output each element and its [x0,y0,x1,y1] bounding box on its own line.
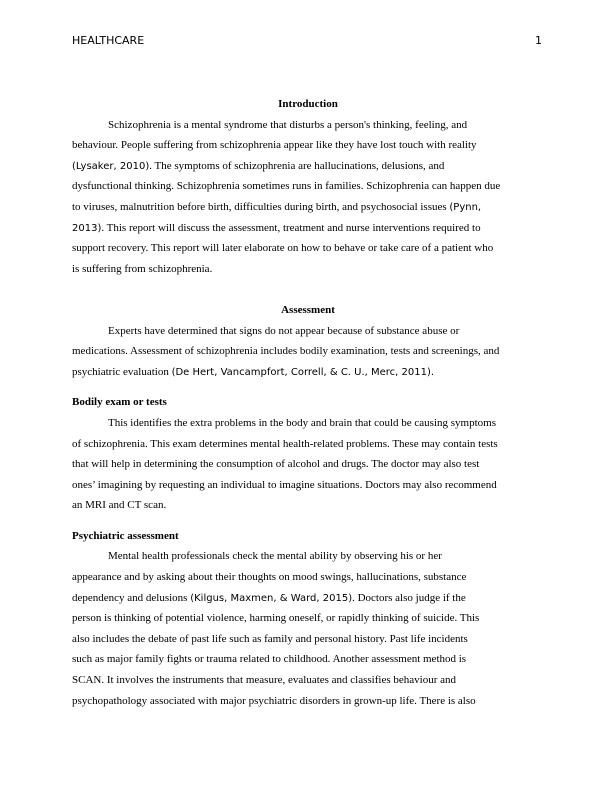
subheading-psychiatric-assessment: Psychiatric assessment [72,529,179,542]
paragraph-text: . The symptoms of schizophrenia are hallucinations, delusions, and [149,159,445,172]
paragraph-text: . This report will discuss the assessment, treatment and nurse interventions required to [101,221,481,234]
paragraph-line [72,362,544,383]
page-number: 1 [535,34,542,47]
paragraph-end: . [430,366,435,378]
paragraph-line: Mental health professionals check the mental ability by observing his or her [108,550,442,563]
paragraph-line: This identifies the extra problems in the body and brain that could be causing symptoms [108,416,496,429]
paragraph-line: person is thinking of potential violence, harming oneself, or rapidly thinking of suicide. This [72,612,480,625]
paragraph-line: an MRI and CT scan. [72,499,167,512]
paragraph-line [72,156,544,177]
paragraph-line: appearance and by asking about their thoughts on mood swings, hallucinations, substance [72,571,467,584]
paragraph-line [72,218,544,239]
paragraph-line [72,197,544,218]
section-heading-introduction: Introduction [278,98,338,110]
citation: (De Hert, Vancampfort, Correll, & C. U., Merc, 2011) [171,366,431,378]
paragraph-line: psychopathology associated with major psychiatric disorders in grown-up life. There is also [72,694,476,707]
paragraph-line: support recovery. This report will later elaborate on how to behave or take care of a patient who [72,242,494,255]
paragraph-line [72,588,544,609]
paragraph-line: that will help in determining the consumption of alcohol and drugs. The doctor may also test [72,458,480,471]
citation: 2013) [72,222,102,234]
paragraph-line: medications. Assessment of schizophrenia includes bodily examination, tests and screenings, and [72,345,500,358]
paragraph-line: dysfunctional thinking. Schizophrenia sometimes runs in families. Schizophrenia can happen due [72,180,501,193]
paragraph-line: behaviour. People suffering from schizophrenia appear like they have lost touch with reality [72,139,477,152]
paragraph-line: such as major family fights or trauma related to childhood. Another assessment method is [72,653,467,666]
spacer [72,382,544,392]
paragraph-line: also includes the debate of past life such as family and personal history. Past life incidents [72,632,468,645]
paragraph-line: of schizophrenia. This exam determines mental health-related problems. These may contain tests [72,437,498,450]
citation: (Pynn, [449,201,482,213]
paragraph-line: SCAN. It involves the instruments that measure, evaluates and classifies behaviour and [72,674,456,687]
subheading-bodily-exam: Bodily exam or tests [72,396,167,409]
paragraph-line: Schizophrenia is a mental syndrome that disturbs a person's thinking, feeling, and [108,118,468,131]
paragraph-line: Experts have determined that signs do not appear because of substance abuse or [108,324,460,337]
citation: (Kilgus, Maxmen, & Ward, 2015) [190,592,353,604]
paragraph-text: . Doctors also judge if the [352,591,466,604]
spacer [72,516,544,526]
paragraph-text: psychiatric evaluation [72,365,172,378]
citation: (Lysaker, 2010) [72,160,150,172]
running-head: HEALTHCARE [72,34,145,47]
spacer [72,279,544,300]
paragraph-text: dependency and delusions [72,591,191,604]
section-heading-assessment: Assessment [281,303,335,316]
paragraph-line: is suffering from schizophrenia. [72,262,213,275]
body-text [72,94,544,711]
paragraph-text: to viruses, malnutrition before birth, difficulties during birth, and psychosocial issues [72,200,447,213]
paragraph-line: ones’ imagining by requesting an individual to imagine situations. Doctors may also recommend [72,478,497,491]
